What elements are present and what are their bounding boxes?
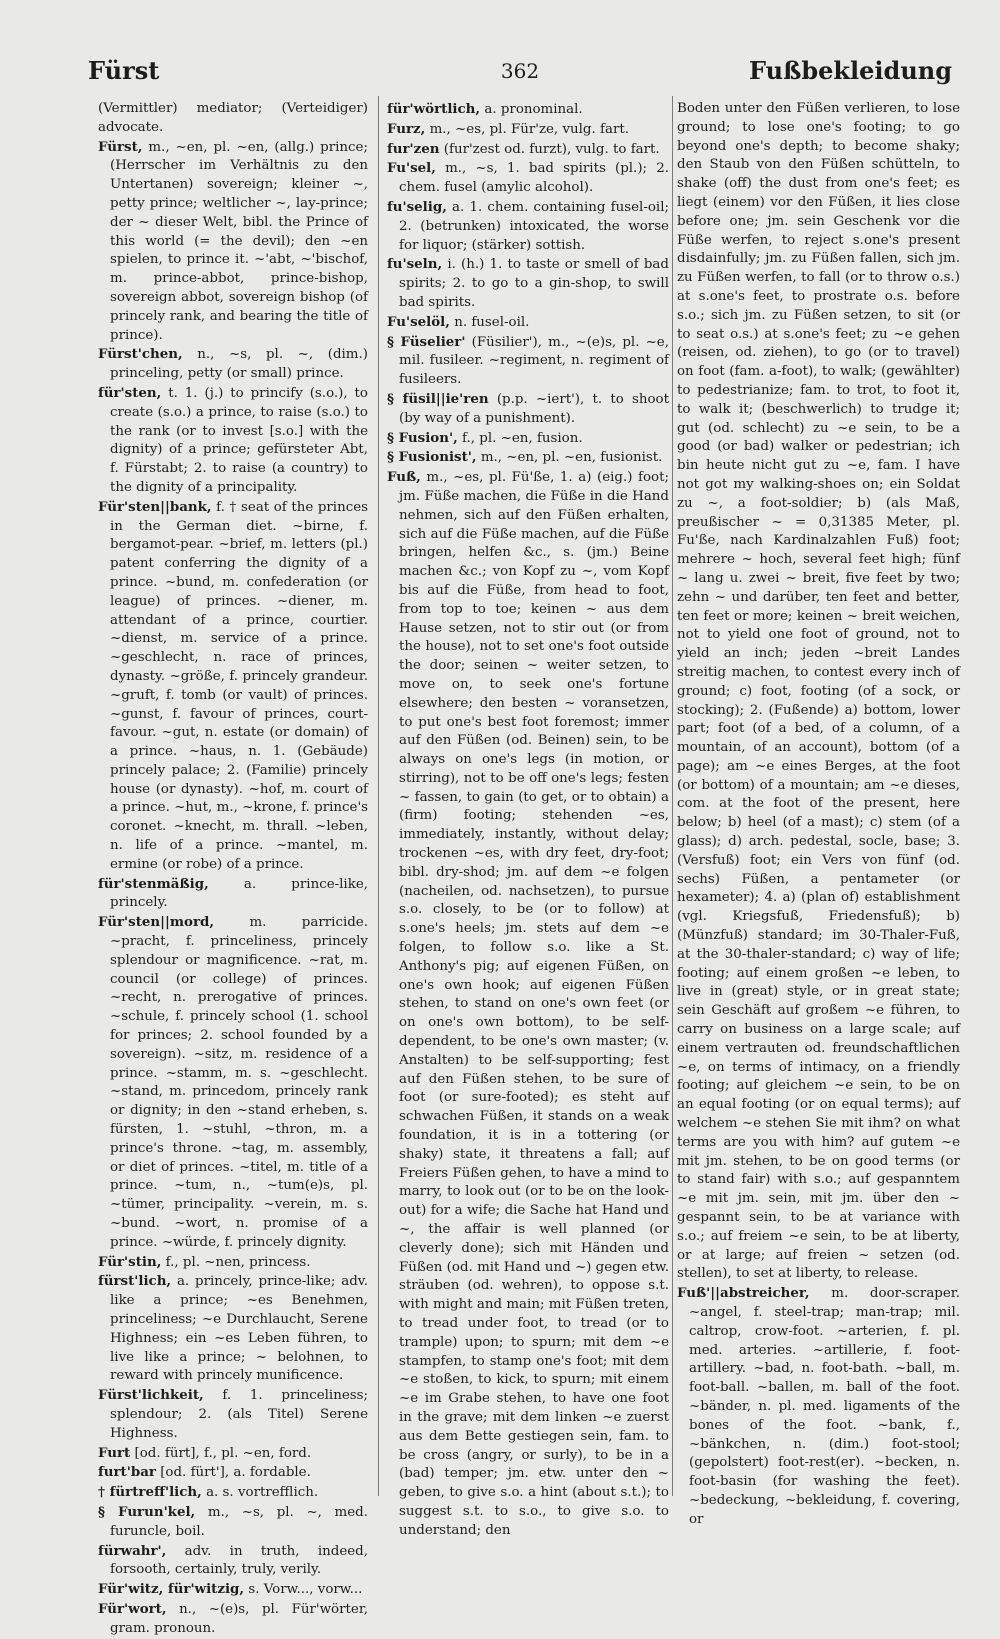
dictionary-entry bbox=[98, 1483, 368, 1503]
column-right bbox=[677, 100, 960, 1527]
entry-text: (fur'zest od. furzt), vulg. to fart. bbox=[443, 141, 660, 157]
dictionary-entry bbox=[98, 875, 368, 914]
entry-text: f., pl. ~en, fusion. bbox=[462, 430, 583, 446]
dictionary-entry bbox=[387, 120, 669, 140]
dictionary-entry bbox=[98, 1272, 368, 1386]
dictionary-entry bbox=[98, 1444, 368, 1464]
entry-text: (p.p. ~iert'), t. to shoot (by way of a punishment). bbox=[399, 391, 669, 426]
dictionary-entry bbox=[677, 1284, 960, 1529]
page-header bbox=[88, 54, 952, 88]
dictionary-entry bbox=[98, 1503, 368, 1542]
column-divider bbox=[672, 96, 673, 1496]
entry-text: [od. fürt], f., pl. ~en, ford. bbox=[134, 1445, 312, 1461]
entry-text: a. 1. chem. containing fusel-oil; 2. (betrunken) intoxicated, the worse for liquor; (stärker) sottish. bbox=[399, 199, 669, 253]
entry-text: a. prince-like, princely. bbox=[110, 876, 368, 911]
entry-text: m. parricide. ~pracht, f. princeliness, princely splendour or magnificence. ~rat, m. council (or college) of princes. ~recht, n. prerogative of princes. ~schule, f. princely school (1. school for princes; 2. school founded by a sovereign). ~sitz, m. residence of a prince. ~stamm, m. s. ~geschlecht. ~stand, m. princedom, princely rank or dignity; in den ~stand erheben, s. fürsten, 1. ~stuhl, ~thron, m. a prince's throne. ~tag, m. assembly, or diet of princes. ~titel, m. title of a prince. ~tum, n., ~tum(e)s, pl. ~tümer, principality. ~verein, m. s. ~bund. ~wort, n. promise of a prince. ~würde, f. princely dignity. bbox=[110, 915, 368, 1250]
entry-text: s. Vorw..., vorw... bbox=[248, 1582, 363, 1598]
running-head-left: Fürst bbox=[88, 56, 160, 85]
dictionary-entry bbox=[98, 1386, 368, 1443]
entry-headword: § füsil||ie'ren bbox=[387, 390, 489, 407]
entry-text: f., pl. ~nen, princess. bbox=[165, 1254, 311, 1270]
dictionary-entry bbox=[98, 345, 368, 384]
dictionary-entry bbox=[387, 198, 669, 255]
entry-headword: Furt bbox=[98, 1444, 131, 1461]
entry-text: Boden unter den Füßen verlieren, to lose ground; to lose one's footing; to go beyond one's depth; to become shaky; den Staub von den Füßen schütteln, to shake (off) the dust from one's feet; es liegt (einem) vor den Füßen, it lies close before one; jm. sein Geschenk vor die Füße werfen, to reject s.one's present disdainfully; jm. zu Füßen fallen, sich jm. zu Füßen werfen, to fall (or to throw o.s.) at s.one's feet, to prostrate o.s. before s.o.; sich jm. zu Füßen setzen, to sit (or to seat o.s.) at s.one's feet; zu ~e gehen (reisen, od. ziehen), to go (or to travel) on foot (fam. a-foot), to walk; (gewählter) to pedestrianize; fam. to trot, to foot it, to walk it; (beschwerlich) to trudge it; gut (od. schlecht) zu ~e sein, to be a good (or bad) walker or pedestrian; ich bin heute nicht gut zu ~e, fam. I have not got my walking-shoes on; ein Soldat zu ~, a foot-soldier; b) (als Maß, preußischer ~ = 0,31385 Meter, pl. Fu'ße, nach Kardinalzahlen Fuß) foot; mehrere ~ hoch, several feet high; fünf ~ lang u. zwei ~ breit, five feet by two; zehn ~ und darüber, ten feet and better, ten feet or more; keinen ~ breit weichen, not to yield one foot of ground, not to yield an inch; jeden ~breit Landes streitig machen, to contest every inch of ground; c) foot, footing (of a sock, or stocking); 2. (Fußende) a) bottom, lower part; foot (of a bed, of a column, of a mountain, of an account), bottom (of a page); am ~e eines Berges, at the foot (or bottom) of a mountain; am ~e dieses, com. at the foot of the present, here below; b) heel (of a mast); c) stem (of a glass); d) arch. pedestal, socle, base; 3. (Versfuß) foot; ein Vers von fünf (od. sechs) Füßen, a pentameter (or hexameter); 4. a) (plan of) establishment (vgl. Kriegsfuß, Friedensfuß); b) (Münzfuß) standard; im 30-Thaler-Fuß, at the 30-thaler-standard; c) way of life; footing; auf einem großen ~e leben, to live in (great) style, or in great state; sein Geschäft auf großem ~e führen, to carry on business on a large scale; auf einem vertrauten od. freundschaftlichen ~e, on terms of intimacy, on a friendly footing; auf gleichem ~e sein, to be on an equal footing (or on equal terms); auf welchem ~e stehen Sie mit ihm? on what terms are you with him? auf gutem ~e mit jm. stehen, to be on good terms (or to stand fair) with s.o.; auf gespanntem ~e mit jm. sein, mit jm. über den ~ gespannt sein, to be at variance with s.o.; auf freiem ~e sein, to be at liberty, or at large; auf freien ~ setzen (od. stellen), to set at liberty, to release. bbox=[677, 101, 960, 1282]
entry-text: n., ~(e)s, pl. Für'wörter, gram. pronoun. bbox=[110, 1601, 368, 1636]
entry-text: a. princely, prince-like; adv. like a prince; ~es Benehmen, princeliness; ~e Durchlaucht, Serene Highness; ein ~es Leben führen, to live like a prince; ~ belohnen, to reward with princely munificence. bbox=[110, 1274, 368, 1384]
dictionary-entry bbox=[387, 468, 669, 1540]
dictionary-entry bbox=[387, 333, 669, 390]
dictionary-entry bbox=[387, 255, 669, 312]
dictionary-entry bbox=[387, 390, 669, 429]
entry-text: m., ~en, pl. ~en, (allg.) prince; (Herrscher im Verhältnis zu den Untertanen) sovereign; kleiner ~, petty prince; weltlicher ~, lay-prince; der ~ dieser Welt, bibl. the Prince of this world (= the devil); den ~en spielen, to prince it. ~'abt, ~'bischof, m. prince-abbot, prince-bishop, sovereign abbot, sovereign bishop (of princely rank, and bearing the title of prince). bbox=[110, 139, 368, 343]
dictionary-entry bbox=[677, 100, 960, 1284]
dictionary-entry bbox=[387, 313, 669, 333]
column-divider bbox=[378, 96, 379, 1496]
dictionary-entry bbox=[387, 100, 669, 120]
entry-text: [od. fürt'], a. fordable. bbox=[160, 1465, 311, 1481]
column-left bbox=[98, 100, 369, 1636]
entry-headword: Fuß'||abstreicher, bbox=[677, 1285, 810, 1302]
entry-headword: Für'stin, bbox=[98, 1253, 162, 1270]
entry-headword: § Fusion', bbox=[387, 429, 458, 446]
entry-headword: Fuß, bbox=[387, 469, 421, 486]
entry-text: a. pronominal. bbox=[484, 102, 583, 117]
entry-text: (Vermittler) mediator; (Verteidiger) advocate. bbox=[98, 101, 368, 135]
entry-text: a. s. vortrefflich. bbox=[206, 1485, 319, 1501]
entry-text: f. † seat of the princes in the German diet. ~birne, f. bergamot-pear. ~brief, m. letters (pl.) patent conferring the dignity of a prince. ~bund, m. confederation (or league) of princes. ~diener, m. attendant of a prince, courtier. ~dienst, m. service of a prince. ~geschlecht, n. race of princes, dynasty. ~größe, f. princely grandeur. ~gruft, f. tomb (or vault) of princes. ~gunst, f. favour of princes, court-favour. ~gut, n. estate (or domain) of a prince. ~haus, n. 1. (Gebäude) princely palace; 2. (Familie) princely house (or dynasty). ~hof, m. court of a prince. ~hut, m., ~krone, f. prince's coronet. ~knecht, m. thrall. ~leben, n. life of a prince. ~mantel, m. ermine (or robe) of a prince. bbox=[110, 499, 368, 872]
entry-headword: Fürst'lichkeit, bbox=[98, 1387, 204, 1404]
dictionary-entry bbox=[98, 1253, 368, 1273]
entry-text: m. door-scraper. ~angel, f. steel-trap; man-trap; mil. caltrop, crow-foot. ~arterien, f. pl. med. arteries. ~artillerie, f. foot-artillery. ~bad, n. foot-bath. ~ball, m. foot-ball. ~ballen, m. ball of the foot. ~bänder, n. pl. med. ligaments of the bones of the foot. ~bank, f., ~bänkchen, n. (dim.) foot-stool; (gepolstert) foot-rest(er). ~becken, n. foot-basin (for washing the feet). ~bedeckung, ~bekleidung, f. covering, or bbox=[689, 1286, 960, 1527]
dictionary-entry bbox=[387, 159, 669, 198]
entry-headword: § Füselier' bbox=[387, 333, 466, 350]
dictionary-entry bbox=[387, 448, 669, 468]
entry-headword: Fu'sel, bbox=[387, 160, 436, 177]
entry-text: n. fusel-oil. bbox=[454, 314, 530, 330]
entry-headword: † fürtreff'lich, bbox=[98, 1484, 202, 1501]
entry-text: i. (h.) 1. to taste or smell of bad spirits; 2. to go to a gin-shop, to swill bad spirits. bbox=[399, 257, 669, 310]
dictionary-entry bbox=[98, 913, 368, 1252]
dictionary-entry bbox=[98, 1463, 368, 1483]
entry-headword: Für'wort, bbox=[98, 1600, 167, 1617]
dictionary-entry bbox=[98, 1600, 368, 1639]
entry-headword: Fu'selöl, bbox=[387, 313, 450, 330]
dictionary-entry bbox=[98, 138, 368, 346]
entry-headword: Fürst'chen, bbox=[98, 346, 183, 363]
running-head-right: Fußbekleidung bbox=[749, 56, 952, 85]
entry-text: (Füsilier'), m., ~(e)s, pl. ~e, mil. fusileer. ~regiment, n. regiment of fusileers. bbox=[399, 334, 669, 388]
entry-text: adv. in truth, indeed, forsooth, certainly, truly, verily. bbox=[110, 1543, 368, 1578]
entry-headword: für'stenmäßig, bbox=[98, 875, 209, 892]
entry-text: m., ~en, pl. ~en, fusionist. bbox=[480, 450, 663, 466]
entry-headword: für'sten, bbox=[98, 384, 162, 401]
entry-headword: Für'sten||bank, bbox=[98, 498, 212, 515]
entry-headword: fürwahr', bbox=[98, 1542, 167, 1559]
entry-headword: Für'witz, für'witzig, bbox=[98, 1581, 245, 1598]
dictionary-entry bbox=[98, 498, 368, 875]
entry-headword: fu'selig, bbox=[387, 198, 447, 215]
entry-headword: fu'seln, bbox=[387, 256, 443, 273]
entry-text: m., ~es, pl. Für'ze, vulg. fart. bbox=[429, 121, 629, 137]
entry-headword: Fürst, bbox=[98, 138, 143, 155]
dictionary-entry bbox=[98, 384, 368, 498]
entry-headword: für'wörtlich, bbox=[387, 101, 481, 117]
entry-headword: fur'zen bbox=[387, 140, 440, 157]
entry-text: n., ~s, pl. ~, (dim.) princeling, petty (or small) prince. bbox=[110, 347, 368, 382]
dictionary-entry bbox=[387, 429, 669, 449]
entry-headword: furt'bar bbox=[98, 1464, 156, 1481]
entry-headword: fürst'lich, bbox=[98, 1273, 172, 1290]
dictionary-entry bbox=[98, 1542, 368, 1581]
dictionary-entry bbox=[98, 100, 368, 138]
entry-headword: Furz, bbox=[387, 120, 426, 137]
entry-text: m., ~s, 1. bad spirits (pl.); 2. chem. fusel (amylic alcohol). bbox=[399, 161, 669, 196]
entry-headword: § Fusionist', bbox=[387, 449, 477, 466]
dictionary-entry bbox=[98, 1580, 368, 1600]
entry-headword: Für'sten||mord, bbox=[98, 914, 215, 931]
entry-text: m., ~es, pl. Fü'ße, 1. a) (eig.) foot; jm. Füße machen, die Füße in die Hand nehmen, sich auf den Füßen erhalten, sich auf die Füße machen, auf die Füße bringen, helfen &c., s. (jm.) Beine machen &c.; von Kopf zu ~, vom Kopf bis auf die Füße, from head to foot, from top to toe; keinen ~ aus dem Hause setzen, not to stir out (or from the house), not to set one's foot outside the door; seinen ~ weiter setzen, to move on, to seek one's fortune elsewhere; den besten ~ voransetzen, to put one's best foot foremost; immer auf den Füßen (od. Beinen) sein, to be always on one's legs (in motion, or stirring), not to be off one's legs; festen ~ fassen, to gain (to get, or to obtain) a (firm) footing; stehenden ~es, immediately, instantly, without delay; trockenen ~es, with dry feet, dry-foot; bibl. dry-shod; jm. auf dem ~e folgen (nacheilen, od. nachsetzen), to pursue s.o. closely, to be (or to follow) at s.one's heels; jm. stets auf dem ~e folgen, to follow s.o. like a St. Anthony's pig; auf eigenen Füßen, on one's own hook; auf eigenen Füßen stehen, to stand on one's own feet (or on one's own bottom), to be self-dependent, to be one's own master; (v. Anstalten) to be self-supporting; fest auf den Füßen stehen, to be sure of foot (or sure-footed); es steht auf schwachen Füßen, it stands on a weak foundation, it is in a tottering (or shaky) state, it threatens a fall; auf Freiers Füßen gehen, to have a mind to marry, to look out (or to be on the look-out) for a wife; die Sache hat Hand und ~, the affair is well planned (or cleverly done); sich mit Händen und Füßen (od. mit Hand und ~) gegen etw. sträuben (od. wehren), to oppose s.t. with might and main; mit Füßen treten, to tread under foot, to tread (or to trample) upon; to spurn; mit dem ~e stampfen, to stamp one's foot; mit dem ~e stoßen, to kick, to spurn; mit einem ~e im Grabe stehen, to have one foot in the grave; mit dem linken ~e zuerst aus dem Bette gestiegen sein, fam. to be cross (angry, or surly), to be in a (bad) temper; jm. etw. unter den ~ geben, to give s.o. a hint (about s.t.); to suggest s.t. to s.o., to give s.o. to understand; den bbox=[399, 470, 669, 1538]
column-middle bbox=[387, 100, 669, 1538]
entry-headword: § Furun'kel, bbox=[98, 1503, 196, 1520]
entry-text: f. 1. princeliness; splendour; 2. (als Titel) Serene Highness. bbox=[110, 1388, 368, 1441]
page-number: 362 bbox=[500, 59, 540, 83]
entry-text: t. 1. (j.) to princify (s.o.), to create (s.o.) a prince, to raise (s.o.) to the rank (or to invest [s.o.] with the dignity) of a prince; gefürsteter Abt, f. Fürstabt; 2. to raise (a country) to the dignity of a principality. bbox=[110, 385, 368, 495]
entry-text: m., ~s, pl. ~, med. furuncle, boil. bbox=[110, 1504, 369, 1539]
dictionary-entry bbox=[387, 140, 669, 160]
